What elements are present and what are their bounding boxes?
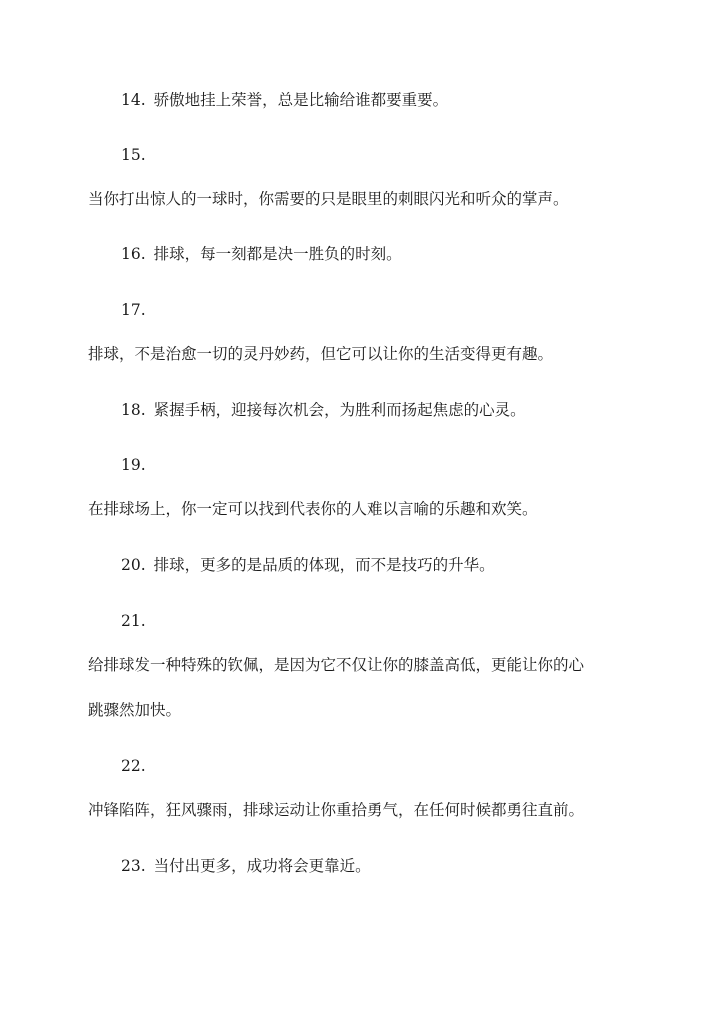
- item-text: 排球，每一刻都是决一胜负的时刻。: [153, 245, 402, 263]
- item-text: 在排球场上，你一定可以找到代表你的人难以言喻的乐趣和欢笑。: [88, 500, 538, 518]
- item-number: 14.: [121, 91, 146, 109]
- list-item: [121, 856, 371, 876]
- item-number: 23.: [121, 857, 146, 875]
- list-item: [121, 90, 448, 110]
- item-text: 排球，不是治愈一切的灵丹妙药，但它可以让你的生活变得更有趣。: [88, 345, 554, 363]
- item-text: 紧握手柄，迎接每次机会，为胜利而扬起焦虑的心灵。: [153, 401, 526, 419]
- list-item: [121, 244, 402, 264]
- item-number: 19.: [121, 456, 146, 474]
- item-text: 当付出更多，成功将会更靠近。: [153, 857, 371, 875]
- item-text: 骄傲地挂上荣誉，总是比输给谁都要重要。: [153, 91, 449, 109]
- item-number: 18.: [121, 401, 146, 419]
- item-text: 冲锋陷阵，狂风骤雨，排球运动让你重拾勇气，在任何时候都勇往直前。: [88, 801, 585, 819]
- item-text-continued: 跳骤然加快。: [88, 701, 182, 719]
- item-number: 22.: [121, 757, 146, 775]
- item-number: 16.: [121, 245, 146, 263]
- item-text: 排球，更多的是品质的体现，而不是技巧的升华。: [153, 556, 495, 574]
- list-item: [121, 555, 495, 575]
- item-number: 21.: [121, 612, 146, 630]
- item-number: 20.: [121, 556, 146, 574]
- item-text: 当你打出惊人的一球时，你需要的只是眼里的刺眼闪光和听众的掌声。: [88, 190, 569, 208]
- item-number: 17.: [121, 301, 146, 319]
- list-item: [121, 400, 526, 420]
- item-text: 给排球发一种特殊的钦佩，是因为它不仅让你的膝盖高低，更能让你的心: [88, 656, 585, 674]
- item-number: 15.: [121, 146, 146, 164]
